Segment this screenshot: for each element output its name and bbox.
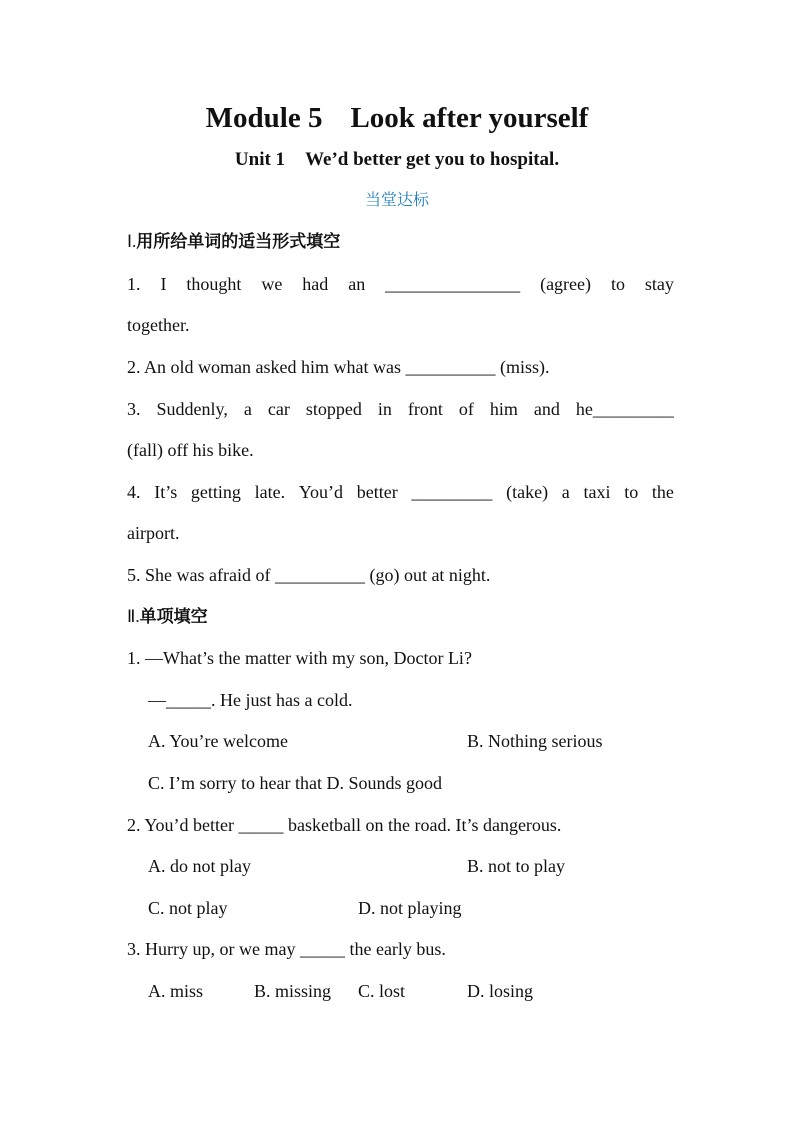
section-label: 当堂达标 [364,190,429,209]
word: late. [254,482,286,502]
part1-q3-line2: (fall) off his bike. [127,440,254,460]
option-b[interactable]: B. Nothing serious [467,731,603,751]
word: 4. [127,482,141,502]
part1-q5: 5. She was afraid of __________ (go) out at night. [127,565,491,585]
word: we [261,274,283,294]
word: front [407,399,443,419]
part1-q3-line1 [127,398,674,420]
part1-q4-line2: airport. [127,523,180,543]
module-title: Look after yourself [350,102,589,134]
word: a [561,482,570,502]
word: taxi [583,482,611,502]
part1-numeral: Ⅰ. [127,232,137,251]
option-c[interactable]: C. not play [148,898,228,918]
word: stay [644,274,674,294]
option-a[interactable]: A. You’re welcome [148,731,288,751]
word: to [610,274,625,294]
part2-numeral: Ⅱ. [127,607,140,626]
word: of [458,399,474,419]
word: an [348,274,366,294]
answer-blank[interactable]: _________ [411,482,493,502]
word: You’d [298,482,344,502]
unit-subtitle [0,148,794,172]
option-b[interactable]: B. not to play [467,856,565,876]
part1-heading [127,231,674,253]
part1-q2: 2. An old woman asked him what was __________ (miss). [127,357,550,377]
word: car [267,399,290,419]
word: getting [190,482,241,502]
part2-q1-options-cd[interactable]: C. I’m sorry to hear that D. Sounds good [148,773,442,793]
word: stopped [305,399,362,419]
part2-q2-options-ab [148,855,695,877]
word: 1. [127,274,141,294]
option-b[interactable]: B. missing [254,981,332,1001]
word: (agree) [540,274,592,294]
part1-heading-text: 用所给单词的适当形式填空 [136,232,341,252]
word: It’s [154,482,178,502]
part2-q1-options-ab [148,730,695,752]
word: had [302,274,329,294]
word: and [533,399,560,419]
part1-q1-line2: together. [127,315,190,335]
part1-q4-line1 [127,481,674,503]
part2-q1-stem: 1. —What’s the matter with my son, Doctor Li? [127,648,472,668]
word: I [160,274,167,294]
answer-blank[interactable]: _______________ [385,274,521,294]
word: 3. [127,399,141,419]
part1-q1-line1 [127,273,674,295]
word: Suddenly, [156,399,228,419]
part2-heading-text: 单项填空 [139,607,208,627]
unit-label: Unit 1 [234,149,286,170]
word: the [651,482,674,502]
option-d[interactable]: D. not playing [358,898,462,918]
part2-q1-reply: —_____. He just has a cold. [148,690,353,710]
option-a[interactable]: A. do not play [148,856,251,876]
option-d[interactable]: D. losing [467,981,534,1001]
word: to [624,482,639,502]
word: better [356,482,398,502]
word: (take) [506,482,549,502]
option-c[interactable]: C. lost [358,981,406,1001]
part2-q3-options [148,980,695,1002]
module-label: Module 5 [205,102,323,134]
answer-blank[interactable]: he_________ [575,399,674,419]
word: in [377,399,392,419]
part2-q2-options-cd [148,897,695,919]
unit-title: We’d better get you to hospital. [305,149,560,170]
part2-heading [127,606,674,628]
option-a[interactable]: A. miss [148,981,204,1001]
part2-q3-stem: 3. Hurry up, or we may _____ the early bus. [127,939,446,959]
word: a [243,399,252,419]
word: thought [186,274,242,294]
part2-q2-stem: 2. You’d better _____ basketball on the road. It’s dangerous. [127,815,562,835]
word: him [489,399,518,419]
page-title [0,100,794,136]
